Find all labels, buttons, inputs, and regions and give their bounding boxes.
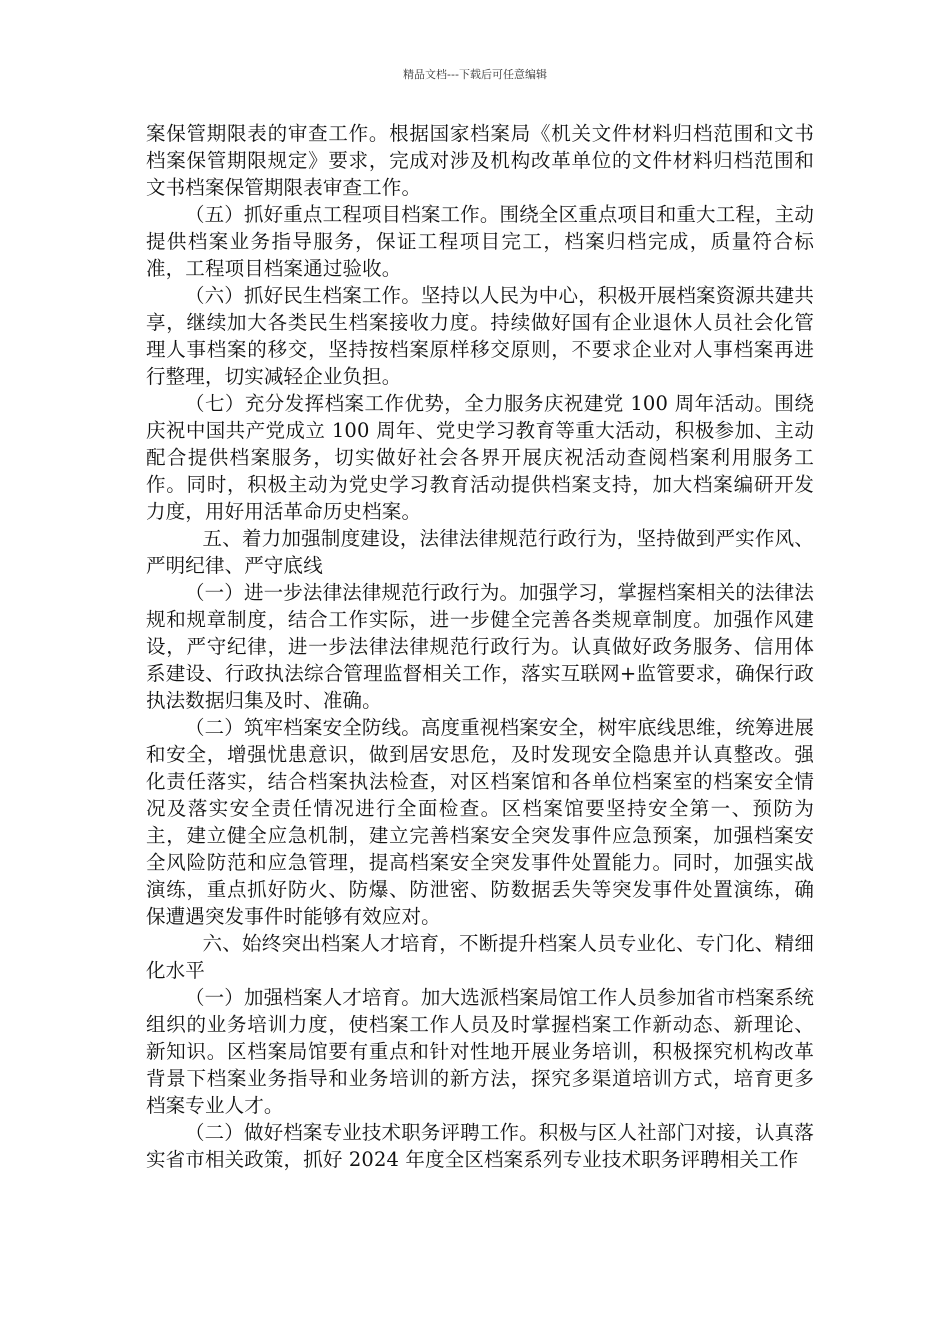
document-body — [146, 120, 814, 1173]
section-heading-six: 六、始终突出档案人才培育，不断提升档案人员专业化、专门化、精细化水平 — [146, 932, 814, 982]
paragraph-title-evaluation: （二）做好档案专业技术职务评聘工作。积极与区人社部门对接，认真落实省市相关政策，抓好 2024 年度全区档案系列专业技术职务评聘相关工作 — [146, 1121, 814, 1171]
paragraph-review-work: 案保管期限表的审查工作。根据国家档案局《机关文件材料归档范围和文书档案保管期限规定》要求，完成对涉及机构改革单位的文件材料归档范围和文书档案保管期限表审查工作。 — [146, 122, 814, 199]
paragraph-livelihood-archives: （六）抓好民生档案工作。坚持以人民为中心，积极开展档案资源共建共享，继续加大各类民生档案接收力度。持续做好国有企业退休人员社会化管理人事档案的移交，坚持按档案原样移交原则，不要求企业对人事档案再进行整理，切实减轻企业负担。 — [146, 284, 814, 388]
paragraph-key-projects: （五）抓好重点工程项目档案工作。围绕全区重点项目和重大工程，主动提供档案业务指导服务，保证工程项目完工，档案归档完成，质量符合标准，工程项目档案通过验收。 — [146, 203, 814, 280]
paragraph-talent-training: （一）加强档案人才培育。加大选派档案局馆工作人员参加省市档案系统组织的业务培训力度，使档案工作人员及时掌握档案工作新动态、新理论、新知识。区档案局馆要有重点和针对性地开展业务培训，积极探究机构改革背景下档案业务指导和业务培训的新方法，探究多渠道培训方式，培育更多档案专业人才。 — [146, 986, 814, 1117]
paragraph-party-centenary: （七）充分发挥档案工作优势，全力服务庆祝建党 100 周年活动。围绕庆祝中国共产党成立 100 周年、党史学习教育等重大活动，积极参加、主动配合提供档案服务，切实做好社会各界开展庆祝活动查阅档案利用服务工作。同时，积极主动为党史学习教育活动提供档案支持，加大档案编研开发力度，用好用活革命历史档案。 — [146, 392, 814, 523]
page-header-note: 精品文档---下载后可任意编辑 — [403, 68, 547, 81]
section-heading-five: 五、着力加强制度建设，法律法律规范行政行为，坚持做到严实作风、严明纪律、严守底线 — [146, 527, 814, 577]
paragraph-archive-security: （二）筑牢档案安全防线。高度重视档案安全，树牢底线思维，统筹进展和安全，增强忧患意识，做到居安思危，及时发现安全隐患并认真整改。强化责任落实，结合档案执法检查，对区档案馆和各单位档案室的档案安全情况及落实安全责任情况进行全面检查。区档案馆要坚持安全第一、预防为主，建立健全应急机制，建立完善档案安全突发事件应急预案，加强档案安全风险防范和应急管理，提高档案安全突发事件处置能力。同时，加强实战演练，重点抓好防火、防爆、防泄密、防数据丢失等突发事件处置演练，确保遭遇突发事件时能够有效应对。 — [146, 716, 814, 928]
paragraph-regulate-administration: （一）进一步法律法律规范行政行为。加强学习，掌握档案相关的法律法规和规章制度，结合工作实际，进一步健全完善各类规章制度。加强作风建设，严守纪律，进一步法律法律规范行政行为。认真做好政务服务、信用体系建设、行政执法综合管理监督相关工作，落实互联网+监管要求，确保行政执法数据归集及时、准确。 — [146, 581, 814, 712]
